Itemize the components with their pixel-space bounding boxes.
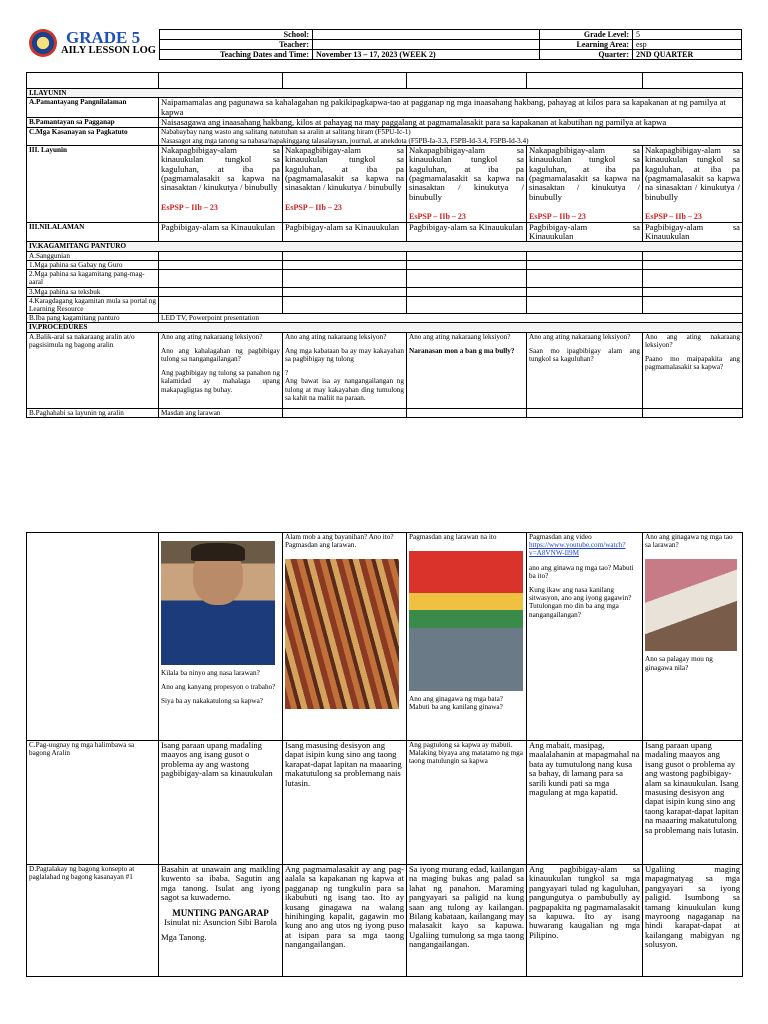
teacher-label: Teacher: [160, 40, 313, 50]
lesson-log-table [26, 72, 743, 418]
row-label-kasanayan: C.Mga Kasanayan sa Pagkatuto [27, 128, 159, 145]
picture-cell-day-4 [527, 533, 643, 741]
header-table [159, 29, 742, 60]
row-label-balik-aral: A.Balik-aral sa nakaraang aralin at/o pagsisimula ng bagong aralin [27, 332, 159, 408]
lesson-log-table-continued [26, 532, 743, 977]
pic1-question-3: Siya ba ay nakakatulong sa kapwa? [161, 697, 263, 706]
pag-uugnay-day-4: Ang mabait, masipag, maalalahanin at mapagmahal na bata ay tumutulong nang kusa sa bahay, di lamang para sa sarili kundi pati sa mga magulang at mga kapatid. [527, 741, 643, 865]
nilalaman-day-3: Pagbibigay-alam sa Kinauukulan [407, 222, 527, 242]
pagtalakay-day-1: Basahin at unawain ang maikling kuwento sa ibaba. Sagutin ang mga tanong. Isulat ang iyong sagot sa kuwaderno. MUNTING PANGARAP Isinulat ni: Asuncion Sibi Barola Mga Tanong. [159, 865, 283, 977]
row-label-paghahabi: B.Paghahabi sa layunin ng aralin [27, 408, 159, 417]
children-bullying-photo [409, 551, 523, 691]
page-title: GRADE 5 [66, 28, 141, 47]
section-procedures: IV.PROCEDURES [27, 323, 743, 332]
quarter-value: 2ND QUARTER [633, 50, 742, 60]
paghahabi-text: Masdan ang larawan [159, 408, 283, 417]
deped-seal-icon [29, 29, 57, 57]
picture-cell-day-2 [283, 533, 407, 741]
page-subtitle: AILY LESSON LOG [61, 45, 156, 56]
kasanayan-text [159, 128, 743, 145]
balik-aral-day-3: Ano ang ating nakaraang leksiyon? Naranasan mon a ban g ma bully? [407, 332, 527, 408]
pic3-question: Ano ang ginagawa ng mga bata? Mabuti ba ang kanilang ginawa? [409, 695, 504, 712]
code-day-2: EsPSP – IIb – 23 [285, 202, 342, 212]
school-value [313, 30, 540, 40]
pic2-caption: Alam mob a ang bayanihan? Ano ito? Pagmasdan ang larawan. [285, 533, 394, 550]
grade-value: 5 [633, 30, 742, 40]
pic3-caption: Pagmasdan ang larawan na ito [409, 533, 497, 541]
pic1-question-1: Kilala ba ninyo ang nasa larawan? [161, 669, 260, 677]
pic1-question-2: Ano ang kanyang propesyon o trabaho? [161, 683, 276, 692]
dates-label: Teaching Dates and Time: [160, 50, 313, 60]
balik-aral-day-1: Ano ang ating nakaraang leksiyon? Ano ang kahalagahan ng pagbibigay tulong sa nangangailangan? Ang pagbibigay ng tulong sa panahon ng kalamidad ay mahalaga upang makapagligtas ng buhay. [159, 332, 283, 408]
pagtalakay-day-2: Ang pagmamalasakit ay ang pag-aalala sa kapakanan ng kapwa at pagganap ng tungkulin para sa ikabubuti ng isang tao. Ito ay kusang ginagawa na walang hinihinging kapalit, gagawin mo kung ano ang utos ng iyong puso at isipan para sa mga taong nangangailangan. [283, 865, 407, 977]
layunin-day-5: Nakapagbibigay-alam sa kinauukulan tungkol sa kaguluhan, at iba pa (pagmamalasakit sa kapwa na sinasaktan / kinukutya / binubully EsPSP – IIb – 23 [643, 145, 743, 222]
layunin-day-4: Nakapagbibigay-alam sa kinauukulan tungkol sa kaguluhan, at iba pa (pagmamalasakit sa kapwa na sinasaktan / kinukutya / binubully EsPSP – IIb – 23 [527, 145, 643, 222]
section-kagamitan: IV.KAGAMITANG PANTURO [27, 242, 743, 251]
row-label-iba-pang-kagamitan: B.Iba pang kagamitang panturo [27, 314, 159, 323]
nilalaman-day-1: Pagbibigay-alam sa Kinauukulan [159, 222, 283, 242]
picture-cell-day-3 [407, 533, 527, 741]
pic5-question: Ano sa palagay mou ng ginagawa nila? [645, 655, 713, 672]
pamantayan-nilalaman-text: Naipamamalas ang pagunawa sa kahalagahan ng pakikipagkapwa-tao at pagganap ng mga inaasahang hakbang, pahayag at kilos para sa kapakanan at ng pamilya at kapwa [159, 98, 743, 118]
pamantayan-pagganap-text: Naisasagawa ang inaasahang hakbang, kilos at pahayag na may paggalang at pagmamalasakit para sa kapakanan at kabutihan ng pamilya at kapwa [159, 118, 743, 128]
code-day-5: EsPSP – IIb – 23 [645, 212, 702, 222]
nilalaman-day-4: Pagbibigay-alam sa Kinauukulan [527, 222, 643, 242]
kasanayan-line-2: Nasasagot ang mga tanong sa nabasa/napakinggang talasalaysan, journal, at anekdota (F5PB-Ia-3.3, F5PB-Id-3.4, F5PB-Id-3.4) [161, 136, 529, 145]
story-author: Isinulat ni: Asuncion Sibi Barola [164, 917, 277, 928]
pagtalakay-day-3: Sa iyong murang edad, kailangan na maging bukas ang palad sa lahat ng panahon. Maraming pangyayari sa paligid na kung saan ang tulong ay kailangan. Bilang kabataan, kailangang may malasakit kayo sa kapuwa. Ugaliing tumulong sa mga taong nangangailangan. [407, 865, 527, 977]
layunin-day-3: Nakapagbibigay-alam sa kinauukulan tungkol sa kaguluhan, at iba pa (pagmamalasakit sa kapwa na sinasaktan / kinukutya / binubully EsPSP – IIb – 23 [407, 145, 527, 222]
area-label: Learning Area: [540, 40, 633, 50]
iba-pang-kagamitan-text: LED TV, Powerpoint presentation [159, 314, 743, 323]
balik-aral-day-5: Ano ang ating nakaraang leksiyon? Paano mo maipapakita ang pagmamalasakit sa kapwa? [643, 332, 743, 408]
dates-value: November 13 – 17, 2023 (WEEK 2) [313, 50, 540, 60]
pic5-caption: Ano ang ginagawa ng mga tao sa larawan? [645, 533, 733, 550]
story-title: MUNTING PANGARAP [172, 907, 269, 918]
pag-uugnay-day-3: Ang pagtulong sa kapwa ay mabuti. Malaking biyaya ang matatamo ng mga taong matulungin sa kapwa [407, 741, 527, 865]
balik-aral-day-4: Ano ang ating nakaraang leksiyon? Saan mo ipagbibigay alam ang tungkol sa kaguluhan? [527, 332, 643, 408]
pagtalakay-day-4: Ang pagbibigay-alam sa kinauukulan tungkol sa mga pangyayari tulad ng kaguluhan, pangungutya o pambubully ay pagpapakita ng pagmamalasakit sa kapuwa. Ito ay isang huwarang kaugalian ng mga Pilipino. [527, 865, 643, 977]
school-label: School: [160, 30, 313, 40]
row-label-pamantayan-pagganap: B.Pamantayan sa Pagganap [27, 118, 159, 128]
row-label-teksbuk: 3.Mga pahina sa teksbuk [27, 287, 159, 296]
pic4-question-2: Kung ikaw ang nasa kanilang sitwasyon, ano ang iyong gagawin? Tutulongan mo din ba ang mga nangangailangan? [529, 586, 632, 619]
video-link[interactable]: https://www.youtube.com/watch?v=A8VNW-Il9M [529, 541, 626, 558]
pic4-question-1: ano ang ginawa ng mga tao? Mabuti ba ito? [529, 563, 634, 580]
relief-goods-photo [645, 559, 737, 651]
picture-cell-day-1 [159, 533, 283, 741]
row-label-portal: 4.Karagdagang kagamitan mula sa portal ng Learning Resource [27, 296, 159, 313]
nilalaman-day-5: Pagbibigay-alam sa Kinauukulan [643, 222, 743, 242]
row-label-gabay: 1.Mga pahina sa Gabay ng Guro [27, 260, 159, 269]
layunin-day-2: Nakapagbibigay-alam sa kinauukulan tungkol sa kaguluhan, at iba pa (pagmamalasakit sa kapwa na sinasaktan / kinukutya / binubully EsPSP – IIb – 23 [283, 145, 407, 222]
layunin-day-1: Nakapagbibigay-alam sa kinauukulan tungkol sa kaguluhan, at iba pa (pagmamalasakit sa kapwa na sinasaktan / kinukutya / binubully EsPSP – IIb – 23 [159, 145, 283, 222]
quarter-label: Quarter: [540, 50, 633, 60]
row-label-layunin: III. Layunin [27, 145, 159, 222]
pic4-caption: Pagmasdan ang video [529, 533, 592, 541]
pag-uugnay-day-2: Isang masusing desisyon ang dapat isipin kung sino ang taong karapat-dapat lapitan na maaaring makatutulong sa problemang nais lutasin. [283, 741, 407, 865]
teacher-value [313, 40, 540, 50]
code-day-3: EsPSP – IIb – 23 [409, 212, 466, 222]
row-label-sanggunian: A.Sanggunian [27, 251, 159, 260]
bayanihan-painting [285, 559, 399, 709]
police-officer-photo [161, 541, 275, 665]
pag-uugnay-day-1: Isang paraan upang madaling maayos ang isang gusot o problema ay ang wastong pagbibigay-alam sa kinauukulan [159, 741, 283, 865]
pagtalakay-day-5: Ugaliing maging mapagmatyag sa mga pangyayari sa iyong paligid. Isumbong sa tamang kinuukulan kung mayroong nagaganap na hindi karapat-dapat at kailangang mabigyan ng solusyon. [643, 865, 743, 977]
nilalaman-day-2: Pagbibigay-alam sa Kinauukulan [283, 222, 407, 242]
kasanayan-line-1: Nababaybay nang wasto ang salitang natutuhan sa aralin at salitang hiram (F5PU-Ic-1) [161, 128, 411, 137]
section-layunin: I.LAYUNIN [27, 89, 743, 98]
questions-label: Mga Tanong. [161, 932, 207, 943]
grade-label: Grade Level: [540, 30, 633, 40]
row-label-pagtalakay: D.Pagtalakay ng bagong konsepto at paglalahad ng bagong kasanayan #1 [27, 865, 159, 977]
pag-uugnay-day-5: Isang paraan upang madaling maayos ang isang gusot o problema ay ang wastong pagbibigay-alam sa kinauukulan. Isang masusing desisyon ang dapat isipin kung sino ang taong karapat-dapat lapitan na maaaring makatutulong sa problemang nais lutasin. [643, 741, 743, 865]
row-label-pamantayan-nilalaman: A.Pamantayang Pangnilalaman [27, 98, 159, 118]
picture-cell-day-5 [643, 533, 743, 741]
balik-aral-day-2: Ano ang ating nakaraang leksiyon? Ang mga kabataan ba ay may kakayahan sa pagbibigay ng tulong ? Ang bawat isa ay nangangailangan ng tulong at may kakayahan ding tumulong sa kahit na maliit na paraan. [283, 332, 407, 408]
code-day-4: EsPSP – IIb – 23 [529, 212, 586, 222]
row-label-pag-uugnay: C.Pag-uugnay ng mga halimbawa sa bagong Aralin [27, 741, 159, 865]
code-day-1: EsPSP – IIb – 23 [161, 202, 218, 212]
area-value: esp [633, 40, 742, 50]
row-label-kagamitang-pang-mag-aaral: 2.Mga pahina sa kagamitang pang-mag-aaral [27, 270, 159, 287]
row-label-nilalaman: III.NILALAMAN [27, 222, 159, 242]
